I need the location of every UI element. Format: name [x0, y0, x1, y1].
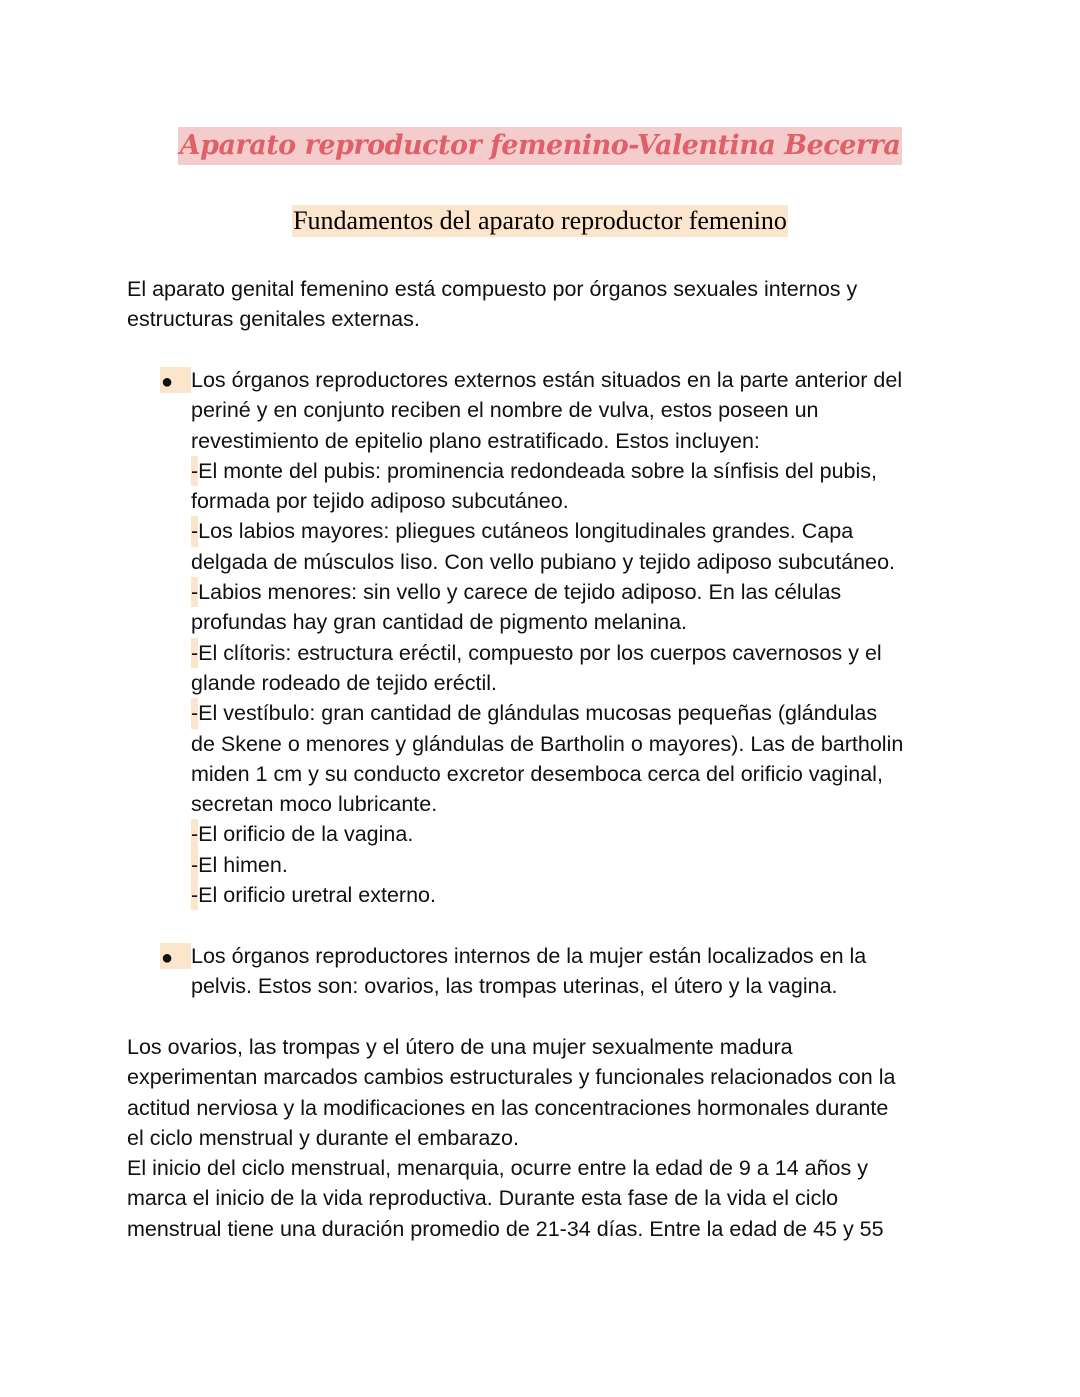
subitem-monte-del-pubis [191, 456, 960, 517]
dash-marker: - [191, 698, 198, 728]
bullet-internal-organs [160, 941, 960, 1002]
paragraph-line: el ciclo menstrual y durante el embarazo. [127, 1125, 519, 1150]
bullet-line: Los órganos reproductores internos de la mujer están localizados en la [191, 944, 867, 968]
document-title: Aparato reproductor femenino-Valentina Becerra [178, 127, 903, 165]
bullet-line: pelvis. Estos son: ovarios, las trompas uterinas, el útero y la vagina. [191, 974, 838, 999]
subitem-text: El clítoris: estructura eréctil, compuesto por los cuerpos cavernosos y el [198, 640, 882, 665]
subitem-text: profundas hay gran cantidad de pigmento melanina. [191, 610, 688, 635]
subitem-text: Los labios mayores: pliegues cutáneos longitudinales grandes. Capa [198, 519, 854, 544]
subitem-himen [191, 850, 960, 880]
list-item [160, 941, 960, 1002]
subitem-text: secretan moco lubricante. [191, 792, 438, 817]
paragraph-line: menstrual tiene una duración promedio de 21-34 días. Entre la edad de 45 y 55 [127, 1216, 884, 1241]
closing-paragraph [127, 1032, 957, 1244]
dash-marker: - [191, 456, 198, 486]
paragraph-line: El inicio del ciclo menstrual, menarquia, ocurre entre la edad de 9 a 14 años y [127, 1156, 868, 1181]
subitem-text: El himen. [198, 852, 288, 877]
bullet-external-organs [160, 365, 960, 910]
subitem-clitoris [191, 638, 960, 699]
subitem-text: Labios menores: sin vello y carece de tejido adiposo. En las células [198, 580, 842, 605]
subitem-vestibulo [191, 698, 960, 819]
intro-paragraph [127, 274, 957, 335]
title-container [0, 127, 1080, 165]
subtitle-container [0, 205, 1080, 237]
dash-marker: - [191, 638, 198, 668]
subitem-text: El orificio uretral externo. [198, 883, 436, 908]
dash-marker: - [191, 819, 198, 849]
subitem-text: El orificio de la vagina. [198, 822, 414, 847]
paragraph-line: experimentan marcados cambios estructurales y funcionales relacionados con la [127, 1065, 896, 1090]
subitem-text: El vestíbulo: gran cantidad de glándulas mucosas pequeñas (glándulas [198, 701, 878, 726]
paragraph-line: marca el inicio de la vida reproductiva. Durante esta fase de la vida el ciclo [127, 1186, 839, 1211]
paragraph-line: Los ovarios, las trompas y el útero de una mujer sexualmente madura [127, 1035, 793, 1059]
bullet-line: revestimiento de epitelio plano estratificado. Estos incluyen: [191, 428, 760, 453]
dash-marker: - [191, 577, 198, 607]
subitem-text: de Skene o menores y glándulas de Bartholin o mayores). Las de bartholin [191, 731, 904, 756]
bullet-line: periné y en conjunto reciben el nombre de vulva, estos poseen un [191, 398, 819, 423]
subitem-text: El monte del pubis: prominencia redondeada sobre la sínfisis del pubis, [198, 458, 878, 483]
bullet-icon: ● [160, 941, 190, 971]
paragraph-line: actitud nerviosa y la modificaciones en las concentraciones hormonales durante [127, 1095, 889, 1120]
subitem-text: delgada de músculos liso. Con vello pubiano y tejido adiposo subcutáneo. [191, 549, 895, 574]
subitem-orificio-uretral [191, 880, 960, 910]
subitem-orificio-vagina [191, 819, 960, 849]
section-heading: Fundamentos del aparato reproductor femenino [293, 206, 787, 235]
dash-marker: - [191, 516, 198, 546]
subitem-labios-menores [191, 577, 960, 638]
bullet-line: Los órganos reproductores externos están situados en la parte anterior del [191, 368, 903, 392]
subitem-text: glande rodeado de tejido eréctil. [191, 670, 497, 695]
subitem-labios-mayores [191, 516, 960, 577]
list-item [160, 365, 960, 910]
dash-marker: - [191, 880, 198, 910]
dash-marker: - [191, 850, 198, 880]
bullet-icon: ● [160, 365, 190, 395]
subitem-text: miden 1 cm y su conducto excretor desemboca cerca del orificio vaginal, [191, 761, 883, 786]
subitem-text: formada por tejido adiposo subcutáneo. [191, 489, 569, 514]
intro-line: El aparato genital femenino está compuesto por órganos sexuales internos y [127, 277, 858, 301]
intro-line: estructuras genitales externas. [127, 307, 420, 332]
